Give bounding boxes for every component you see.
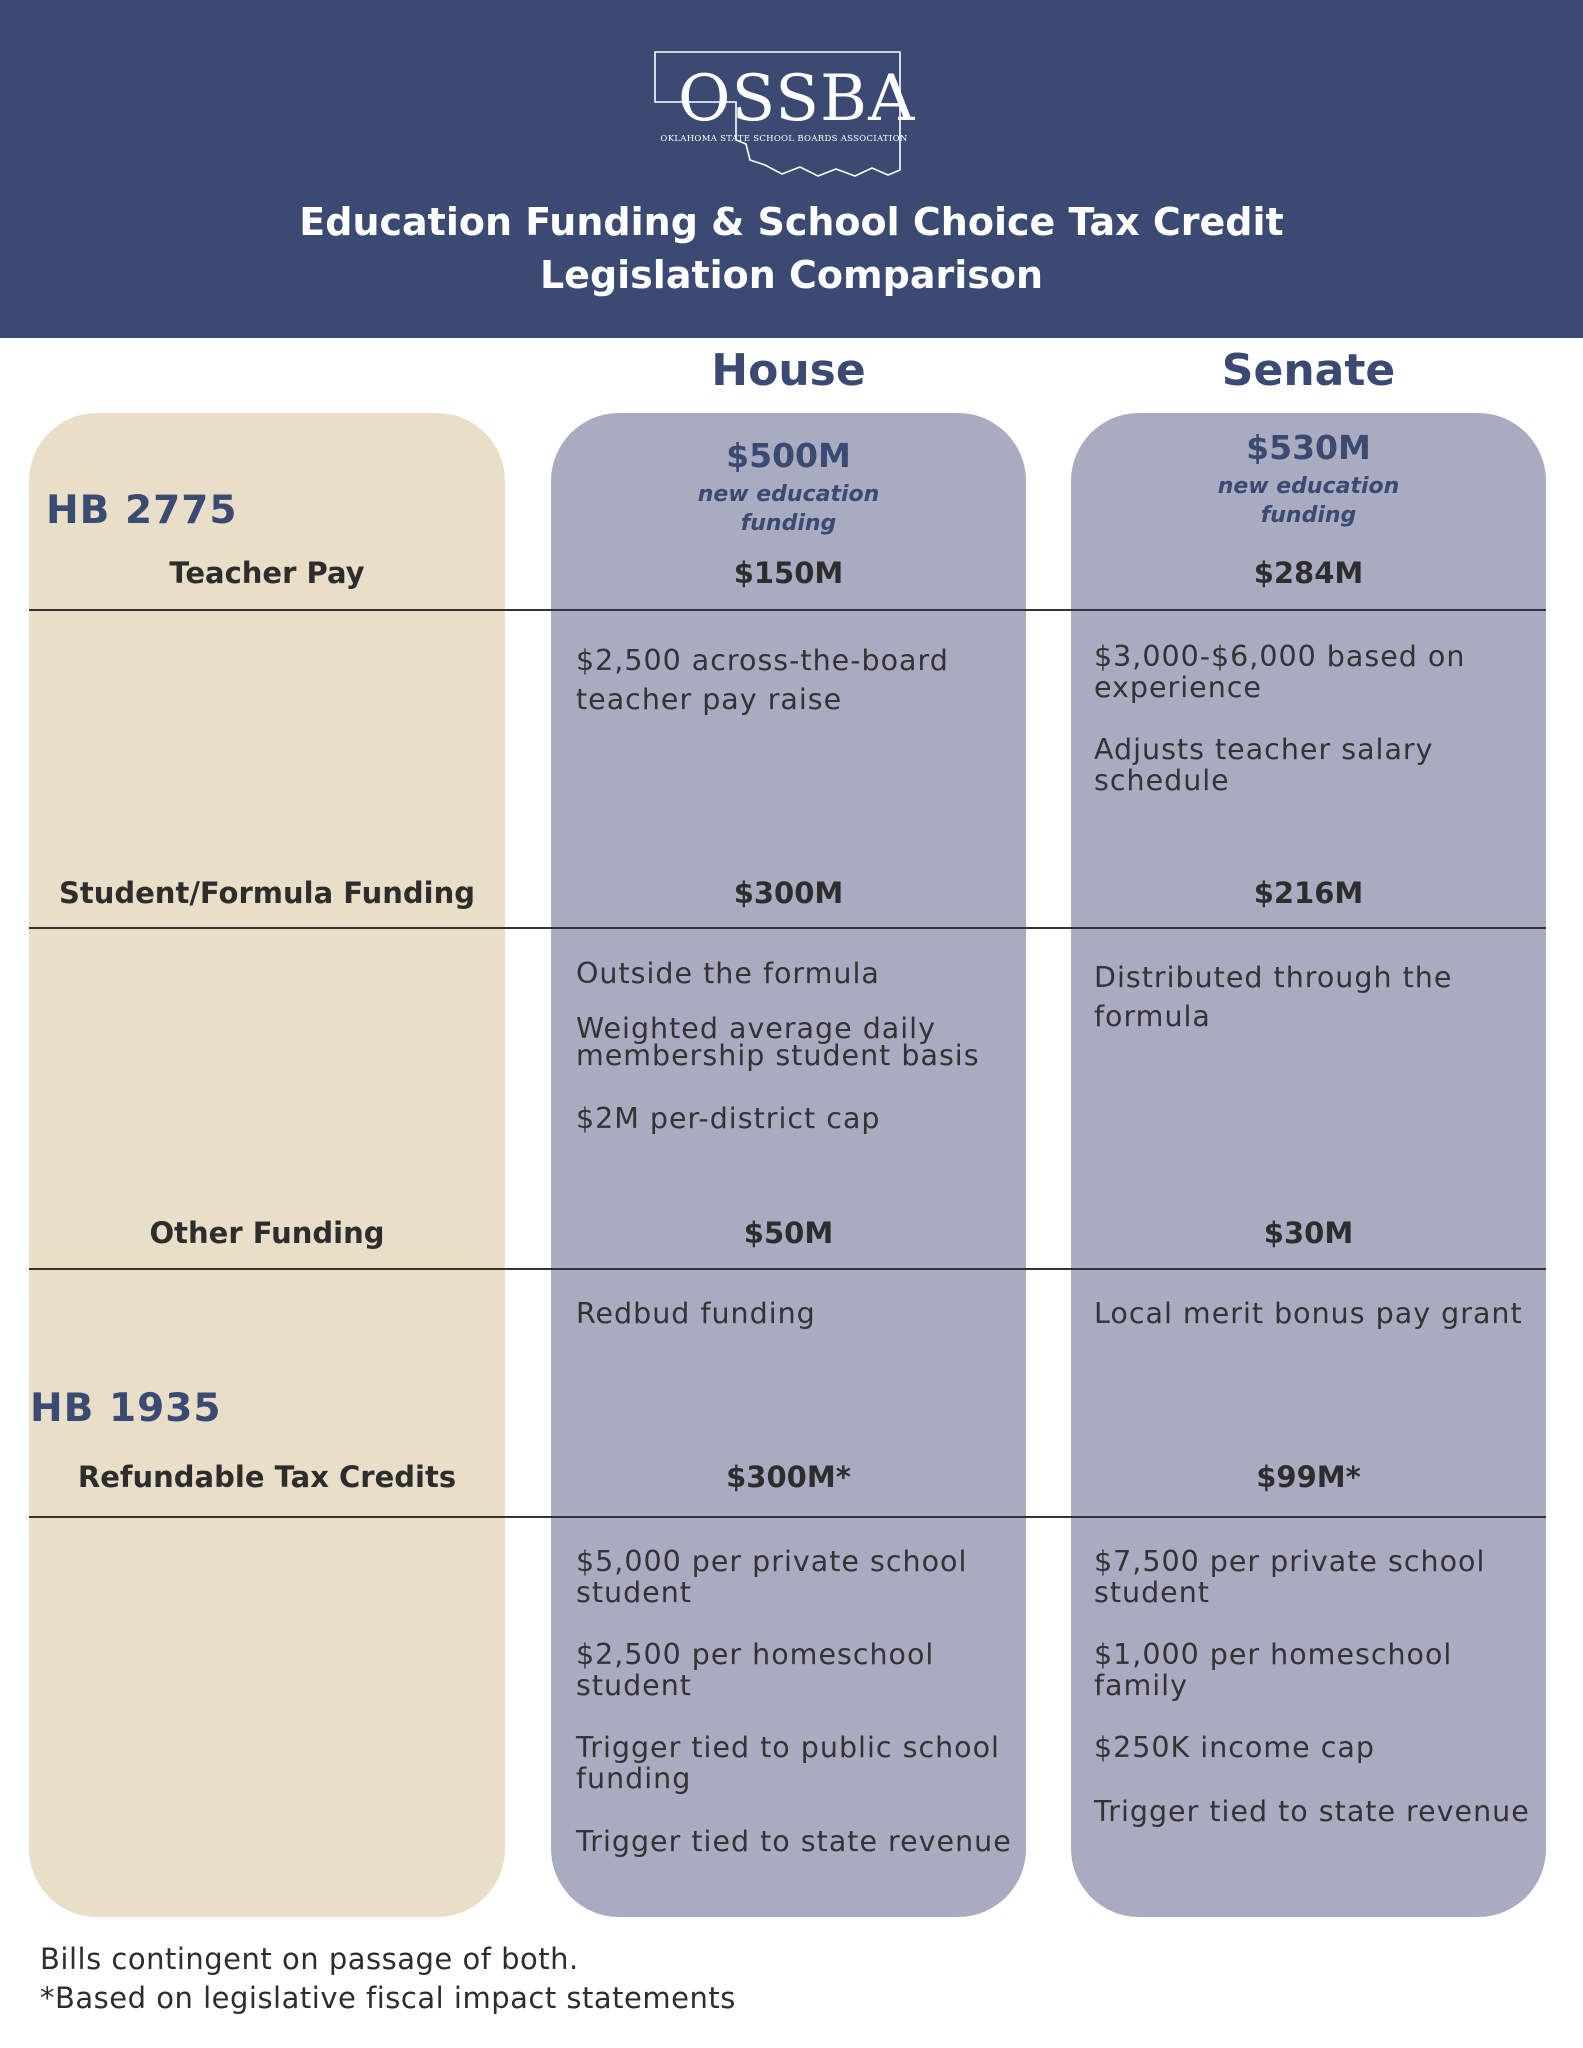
senate-detail: Adjusts teacher salary schedule [1094, 733, 1434, 797]
senate-detail: Local merit bonus pay grant [1094, 1297, 1523, 1330]
house-detail: $2M per-district cap [576, 1102, 881, 1135]
house-amount-teacher-pay: $150M [733, 556, 844, 590]
row-divider [29, 1268, 1546, 1270]
ossba-logo [650, 48, 916, 188]
house-detail: Trigger tied to public school funding [576, 1731, 1000, 1795]
senate-amount-other-funding: $30M [1263, 1216, 1354, 1250]
header-banner [0, 0, 1583, 338]
house-detail: Trigger tied to state revenue [576, 1825, 1012, 1858]
senate-amount-tax-credits: $99M* [1256, 1460, 1361, 1494]
senate-total-caption [1071, 472, 1546, 530]
house-amount-tax-credits: $300M* [726, 1460, 851, 1494]
title-line-2: Legislation Comparison [539, 253, 1044, 297]
column-heading-house: House [711, 345, 866, 396]
senate-detail: $1,000 per homeschool family [1094, 1638, 1453, 1702]
house-amount-formula-funding: $300M [733, 876, 844, 910]
page-title [0, 196, 1583, 302]
row-label-student-formula-funding: Student/Formula Funding [58, 876, 475, 910]
bill-label-hb1935: HB 1935 [30, 1386, 222, 1431]
logo-text: OSSBA [678, 62, 916, 136]
house-detail: Outside the formula [576, 957, 880, 990]
house-total-caption [551, 480, 1026, 538]
row-label-other-funding: Other Funding [149, 1216, 385, 1250]
title-line-1: Education Funding & School Choice Tax Credit [299, 200, 1284, 244]
senate-detail: Distributed through the formula [1094, 961, 1453, 1033]
house-total: $500M [726, 436, 851, 475]
senate-total-caption-line-1: new education [1217, 474, 1400, 499]
house-detail: $2,500 per homeschool student [576, 1638, 935, 1702]
house-total-caption-line-2: funding [740, 511, 837, 536]
row-divider [29, 609, 1546, 611]
row-label-refundable-tax-credits: Refundable Tax Credits [77, 1460, 457, 1494]
house-detail: $2,500 across-the-board teacher pay raise [576, 644, 949, 716]
senate-total-caption-line-2: funding [1260, 503, 1357, 528]
house-amount-other-funding: $50M [743, 1216, 834, 1250]
logo-subtitle: OKLAHOMA STATE SCHOOL BOARDS ASSOCIATION [660, 134, 908, 144]
bill-label-hb2775: HB 2775 [46, 488, 238, 533]
row-divider [29, 927, 1546, 929]
footnote-contingent: Bills contingent on passage of both. [40, 1942, 579, 1976]
column-heading-senate: Senate [1221, 345, 1396, 396]
house-detail: Redbud funding [576, 1297, 816, 1330]
house-detail: Weighted average daily membership student basis [576, 1012, 980, 1072]
footnote-fiscal-impact: *Based on legislative fiscal impact statements [40, 1981, 736, 2015]
row-divider [29, 1516, 1546, 1518]
house-detail: $5,000 per private school student [576, 1545, 968, 1609]
senate-detail: $3,000-$6,000 based on experience [1094, 640, 1466, 704]
row-label-teacher-pay: Teacher Pay [169, 556, 365, 590]
senate-detail: $250K income cap [1094, 1731, 1375, 1764]
senate-amount-formula-funding: $216M [1253, 876, 1364, 910]
senate-total: $530M [1246, 428, 1371, 467]
senate-detail: $7,500 per private school student [1094, 1545, 1486, 1609]
house-total-caption-line-1: new education [697, 482, 880, 507]
senate-amount-teacher-pay: $284M [1253, 556, 1364, 590]
category-panel [29, 413, 505, 1917]
senate-detail: Trigger tied to state revenue [1094, 1795, 1530, 1828]
